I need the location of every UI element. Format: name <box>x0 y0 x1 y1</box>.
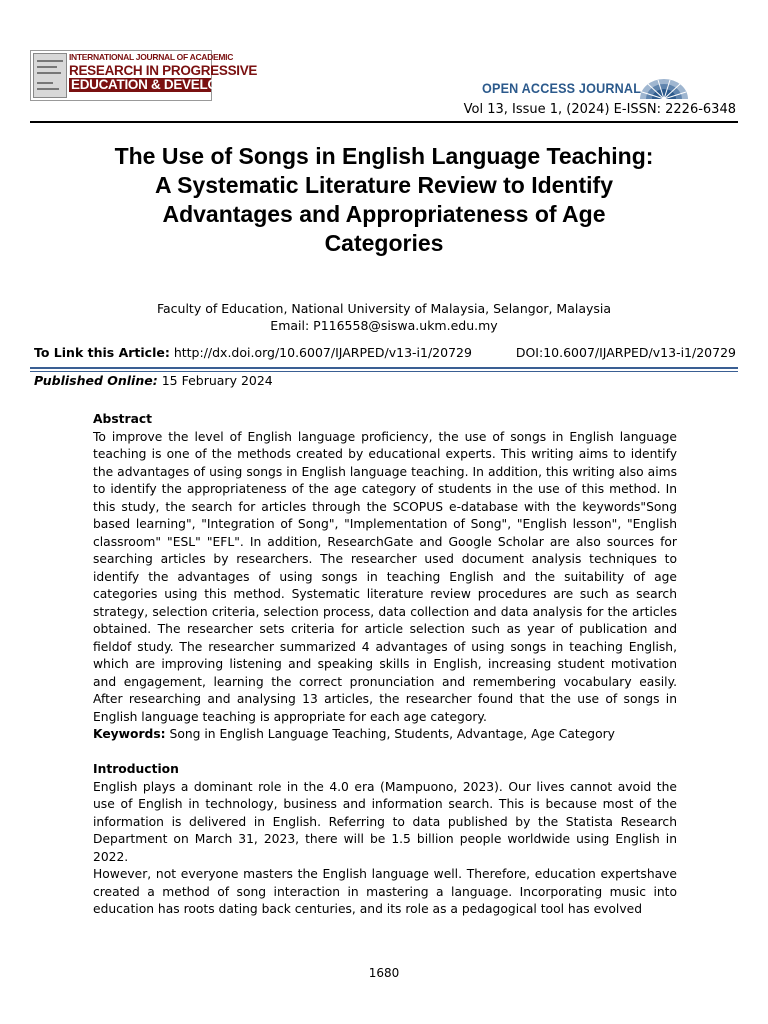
abstract-heading: Abstract <box>93 412 153 426</box>
divider-rule <box>30 371 738 372</box>
author-affiliation <box>40 300 728 334</box>
journal-cover-thumbnail <box>33 53 67 98</box>
article-url-link[interactable]: http://dx.doi.org/10.6007/IJARPED/v13-i1/20729 <box>173 345 472 360</box>
published-label: Published Online: <box>34 373 158 388</box>
article-title <box>40 142 728 258</box>
journal-logo <box>30 50 264 101</box>
title-line: A Systematic Literature Review to Identify <box>154 172 613 198</box>
keywords-text: Song in English Language Teaching, Students, Advantage, Age Category <box>169 727 615 741</box>
title-line: Advantages and Appropriateness of Age <box>162 201 606 227</box>
introduction-paragraph: However, not everyone masters the English language well. Therefore, education expertshave created a method of song interaction in mastering a language. Incorporating music into education has roots dating back centuries, and its role as a pedagogical tool has evolved <box>93 867 677 916</box>
article-link-line <box>34 345 736 360</box>
volume-info: Vol 13, Issue 1, (2024) E-ISSN: 2226-6348 <box>463 102 736 117</box>
email-text: Email: P116558@siswa.ukm.edu.my <box>270 318 498 333</box>
page-number: 1680 <box>368 966 400 980</box>
keywords-label: Keywords: <box>93 727 166 741</box>
abstract-text: To improve the level of English language proficiency, the use of songs in English language teaching is one of the methods created by educational experts. This writing aims to identify the advantages of using songs in English language teaching. In addition, this writing also aims to identify the appropriateness of the age category of students in the use of this method. In this study, the search for articles through the SCOPUS e-database with the keywords"Song based learning", "Integration of Song", "Implementation of Song", "English lesson", "English classroom" "ESL" "EFL". In addition, ResearchGate and Google Scholar are also sources for searching articles by researchers. The researcher used document analysis techniques to identify the advantages of using songs in teaching English and the suitability of age categories using this method. Systematic literature review procedures are such as search strategy, selection criteria, selection process, data collection and data analysis for the articles obtained. The researcher sets criteria for article selection such as year of publication and fieldof study. The researcher summarized 4 advantages of using songs in teaching English, which are improving listening and speaking skills in English, increasing student motivation and engagement, learning the correct pronunciation and remembering vocabulary easily. After researching and analysing 13 articles, the researcher found that the use of songs in English language teaching is appropriate for each age category. <box>93 429 677 724</box>
header-rule <box>30 121 738 123</box>
doi-link[interactable]: DOI:10.6007/IJARPED/v13-i1/20729 <box>515 345 736 360</box>
keywords-line <box>93 726 677 744</box>
article-body <box>93 411 677 919</box>
introduction-paragraph: English plays a dominant role in the 4.0 era (Mampuono, 2023). Our lives cannot avoid the use of English in technology, business and information search. This is because most of the information is delivered in English. Referring to data published by the Statista Research Department on March 31, 2023, there will be 1.5 billion people worldwide using English in 2022. <box>93 779 677 864</box>
logo-line-1: INTERNATIONAL JOURNAL OF ACADEMIC <box>69 52 234 62</box>
logo-line-2: RESEARCH IN PROGRESSIVE <box>69 62 258 78</box>
published-line <box>34 373 273 388</box>
logo-line-3: EDUCATION & DEVELOPMENT <box>71 77 264 92</box>
open-access-fan-icon <box>638 78 690 100</box>
affiliation-text: Faculty of Education, National University of Malaysia, Selangor, Malaysia <box>156 301 612 316</box>
introduction-heading: Introduction <box>93 762 179 776</box>
published-date: 15 February 2024 <box>161 373 273 388</box>
open-access-label: OPEN ACCESS JOURNAL <box>482 80 642 96</box>
link-label: To Link this Article: <box>34 345 170 360</box>
divider-rule <box>30 367 738 369</box>
title-line: Categories <box>324 230 444 256</box>
title-line: The Use of Songs in English Language Teaching: <box>114 143 654 169</box>
